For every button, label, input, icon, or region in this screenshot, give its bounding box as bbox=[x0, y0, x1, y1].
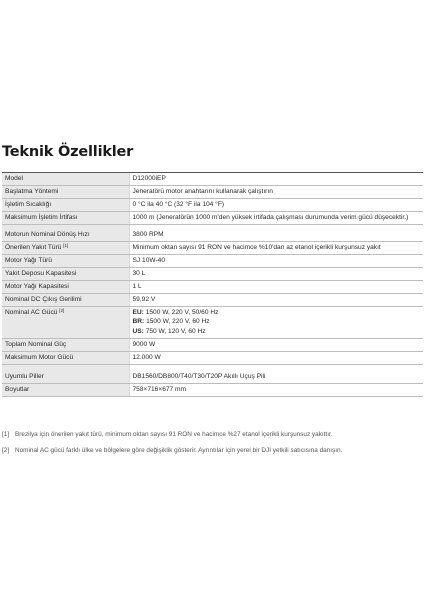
spec-row bbox=[2, 211, 423, 224]
spec-row bbox=[2, 224, 423, 241]
spec-value bbox=[129, 364, 423, 383]
spec-value-line bbox=[133, 340, 421, 350]
spec-row bbox=[2, 267, 423, 280]
spec-value bbox=[129, 306, 423, 338]
spec-value-line bbox=[133, 308, 421, 318]
spec-label-text: Motorun Nominal Dönüş Hızı bbox=[5, 231, 90, 239]
spec-value-line bbox=[133, 200, 421, 210]
spec-label bbox=[2, 306, 129, 338]
spec-value-text: Minimum oktan sayısı 91 RON ve hacimce %10'dan az etanol içerikli kurşunsuz yakıt bbox=[132, 244, 381, 252]
spec-label-text: Nominal AC Gücü bbox=[5, 308, 58, 316]
spec-label-text: Maksimum İşletim İrtifası bbox=[5, 214, 78, 222]
spec-row bbox=[2, 254, 423, 267]
spec-value bbox=[129, 254, 423, 267]
spec-value-line bbox=[133, 256, 421, 266]
spec-label bbox=[2, 280, 129, 293]
spec-value-line bbox=[133, 187, 421, 197]
spec-label bbox=[2, 351, 129, 364]
footnote-ref: [1] bbox=[63, 243, 69, 249]
spec-label bbox=[2, 383, 129, 396]
spec-label bbox=[2, 293, 129, 306]
footnote-number: [2] bbox=[2, 446, 10, 454]
spec-value bbox=[129, 351, 423, 364]
spec-value-text: 1000 m (Jeneratörün 1000 m'den yüksek irtifada çalışması durumunda verim gücü düşecektir.) bbox=[132, 214, 409, 222]
spec-value-text: Jeneratörü motor anahtarını kullanarak çalıştırın bbox=[132, 188, 273, 196]
spec-value bbox=[129, 293, 423, 306]
spec-value bbox=[129, 211, 423, 224]
footnote-number: [1] bbox=[2, 431, 10, 438]
region-code: US: bbox=[132, 328, 144, 336]
spec-value-line bbox=[133, 353, 421, 363]
footnote bbox=[2, 446, 422, 456]
spec-value-line bbox=[133, 230, 421, 240]
spec-value-text: SJ 10W-40 bbox=[132, 257, 165, 264]
spec-value-text: D12000iEP bbox=[132, 175, 166, 183]
spec-value-line bbox=[133, 243, 421, 253]
spec-label bbox=[2, 173, 129, 186]
spec-label bbox=[2, 267, 129, 280]
spec-label bbox=[2, 364, 129, 383]
spec-label-text: Model bbox=[5, 175, 23, 183]
spec-label bbox=[2, 211, 129, 224]
spec-label-text: Toplam Nominal Güç bbox=[5, 341, 67, 349]
spec-value-line bbox=[133, 282, 421, 292]
spec-row bbox=[2, 364, 423, 383]
spec-value-text: 59,92 V bbox=[132, 295, 156, 303]
spec-value-text: 750 W, 120 V, 60 Hz bbox=[143, 328, 206, 336]
spec-row bbox=[2, 383, 423, 396]
spec-value bbox=[129, 173, 423, 186]
spec-label-text: İşletim Sıcaklığı bbox=[5, 201, 52, 209]
spec-label-text: Nominal DC Çıkış Gerilimi bbox=[5, 295, 82, 303]
spec-value-text: DB1560/DB800/T40/T30/T20P Akıllı Uçuş Pili bbox=[132, 372, 266, 380]
spec-value-line bbox=[133, 295, 421, 305]
region-code: BR: bbox=[132, 318, 145, 326]
spec-value-line bbox=[133, 385, 421, 395]
page-title: Teknik Özellikler bbox=[2, 144, 134, 160]
spec-value-text: 3800 RPM bbox=[132, 231, 164, 239]
footnote-ref: [2] bbox=[59, 307, 65, 313]
footnote-text: Brezilya için önerilen yakıt türü, minimum oktan sayısı 91 RON ve hacimce %27 etanol içerikli kurşunsuz yakıttır. bbox=[15, 431, 333, 438]
spec-value bbox=[129, 338, 423, 351]
spec-label-text: Yakıt Deposu Kapasitesi bbox=[5, 269, 77, 277]
spec-value-text: 9000 W bbox=[132, 341, 156, 349]
spec-label bbox=[2, 241, 129, 254]
footnotes bbox=[2, 430, 422, 461]
spec-label-text: Motor Yağı Türü bbox=[5, 257, 52, 264]
spec-label bbox=[2, 198, 129, 211]
spec-row bbox=[2, 280, 423, 293]
spec-label bbox=[2, 254, 129, 267]
spec-value bbox=[129, 198, 423, 211]
spec-table bbox=[2, 172, 423, 397]
spec-value-text: 1 L bbox=[132, 282, 142, 290]
spec-row bbox=[2, 185, 423, 198]
spec-label-text: Başlatma Yöntemi bbox=[5, 188, 59, 196]
spec-label bbox=[2, 338, 129, 351]
spec-label-text: Maksimum Motor Gücü bbox=[5, 354, 74, 361]
spec-row bbox=[2, 241, 423, 254]
spec-label bbox=[2, 224, 129, 241]
spec-value-text: 12.000 W bbox=[132, 354, 161, 361]
spec-value-line bbox=[133, 174, 421, 184]
spec-value-text: 30 L bbox=[132, 269, 146, 277]
spec-value bbox=[129, 280, 423, 293]
spec-value-text: 1500 W, 220 V, 50/60 Hz bbox=[143, 308, 219, 316]
spec-row bbox=[2, 306, 423, 338]
footnote-text: Nominal AC gücü farklı ülke ve bölgelere göre değişiklik gösterir. Ayrıntılar için yerel bir DJI yetkili satıcısına danışın. bbox=[15, 446, 343, 454]
spec-row bbox=[2, 351, 423, 364]
region-code: EU: bbox=[132, 308, 144, 316]
spec-label-text: Önerilen Yakıt Türü bbox=[5, 244, 62, 252]
spec-value bbox=[129, 185, 423, 198]
spec-value-line bbox=[133, 269, 421, 279]
spec-label bbox=[2, 185, 129, 198]
spec-value bbox=[129, 383, 423, 396]
spec-label-text: Uyumlu Piller bbox=[5, 372, 44, 380]
spec-value bbox=[129, 267, 423, 280]
spec-value-text: 1500 W, 220 V, 60 Hz bbox=[144, 318, 210, 326]
spec-label-text: Boyutlar bbox=[5, 385, 30, 393]
spec-row bbox=[2, 338, 423, 351]
spec-value-text: 758×716×677 mm bbox=[132, 385, 187, 393]
spec-value bbox=[129, 224, 423, 241]
footnote bbox=[2, 430, 422, 440]
spec-row bbox=[2, 173, 423, 186]
spec-value-text: 0 °C ila 40 °C (32 °F ila 104 °F) bbox=[132, 201, 225, 209]
spec-row bbox=[2, 293, 423, 306]
spec-value-line bbox=[133, 372, 421, 382]
spec-value-line bbox=[133, 317, 421, 327]
spec-value-line bbox=[133, 213, 421, 223]
spec-label-text: Motor Yağı Kapasitesi bbox=[5, 282, 69, 290]
spec-row bbox=[2, 198, 423, 211]
spec-value-line bbox=[133, 327, 421, 337]
spec-value bbox=[129, 241, 423, 254]
